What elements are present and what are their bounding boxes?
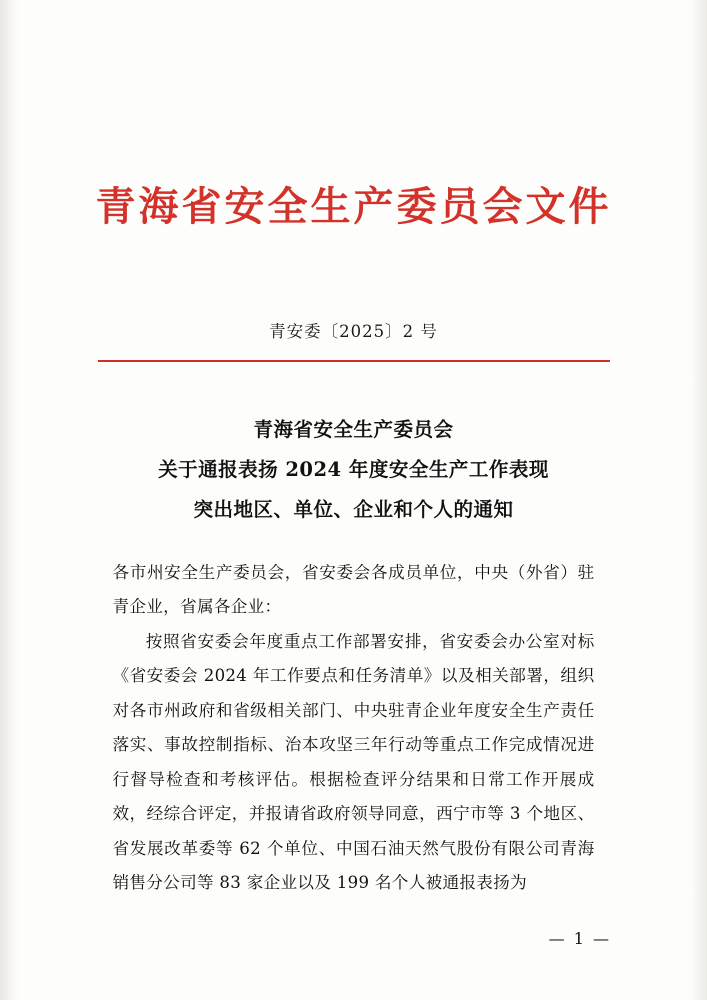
document-title-line-2: 关于通报表扬 2024 年度安全生产工作表现 <box>158 457 549 481</box>
salutation-text: 各市州安全生产委员会，省安委会各成员单位，中央（外省）驻青企业，省属各企业： <box>112 562 595 617</box>
document-title <box>0 410 707 530</box>
issuing-authority-title: 青海省安全生产委员会文件 <box>95 183 612 230</box>
document-title-line-1: 青海省安全生产委员会 <box>253 418 454 441</box>
page-number: — 1 — <box>548 929 611 948</box>
document-header <box>0 0 707 232</box>
body-paragraph-1: 按照省安委会年度重点工作部署安排，省安委会办公室对标《省安委会 2024 年工作要点和任务清单》以及相关部署，组织对各市州政府和省级相关部门、中央驻青企业年度安全生产责任落实、事故控制指标、治本攻坚三年行动等重点工作完成情况进行督导检查和考核评估。根据检查评分结果和日常工作开展成效，经综合评定，并报请省政府领导同意，西宁市等 3 个地区、省发展改革委等 62 个单位、中国石油天然气股份有限公司青海销售分公司等 83 家企业以及 199 名个人被通报表扬为 <box>112 631 595 893</box>
document-title-line-3: 突出地区、单位、企业和个人的通知 <box>193 497 514 521</box>
document-body <box>113 556 595 901</box>
document-number: 青安委〔2025〕2 号 <box>269 322 438 341</box>
red-divider-line <box>98 360 610 362</box>
